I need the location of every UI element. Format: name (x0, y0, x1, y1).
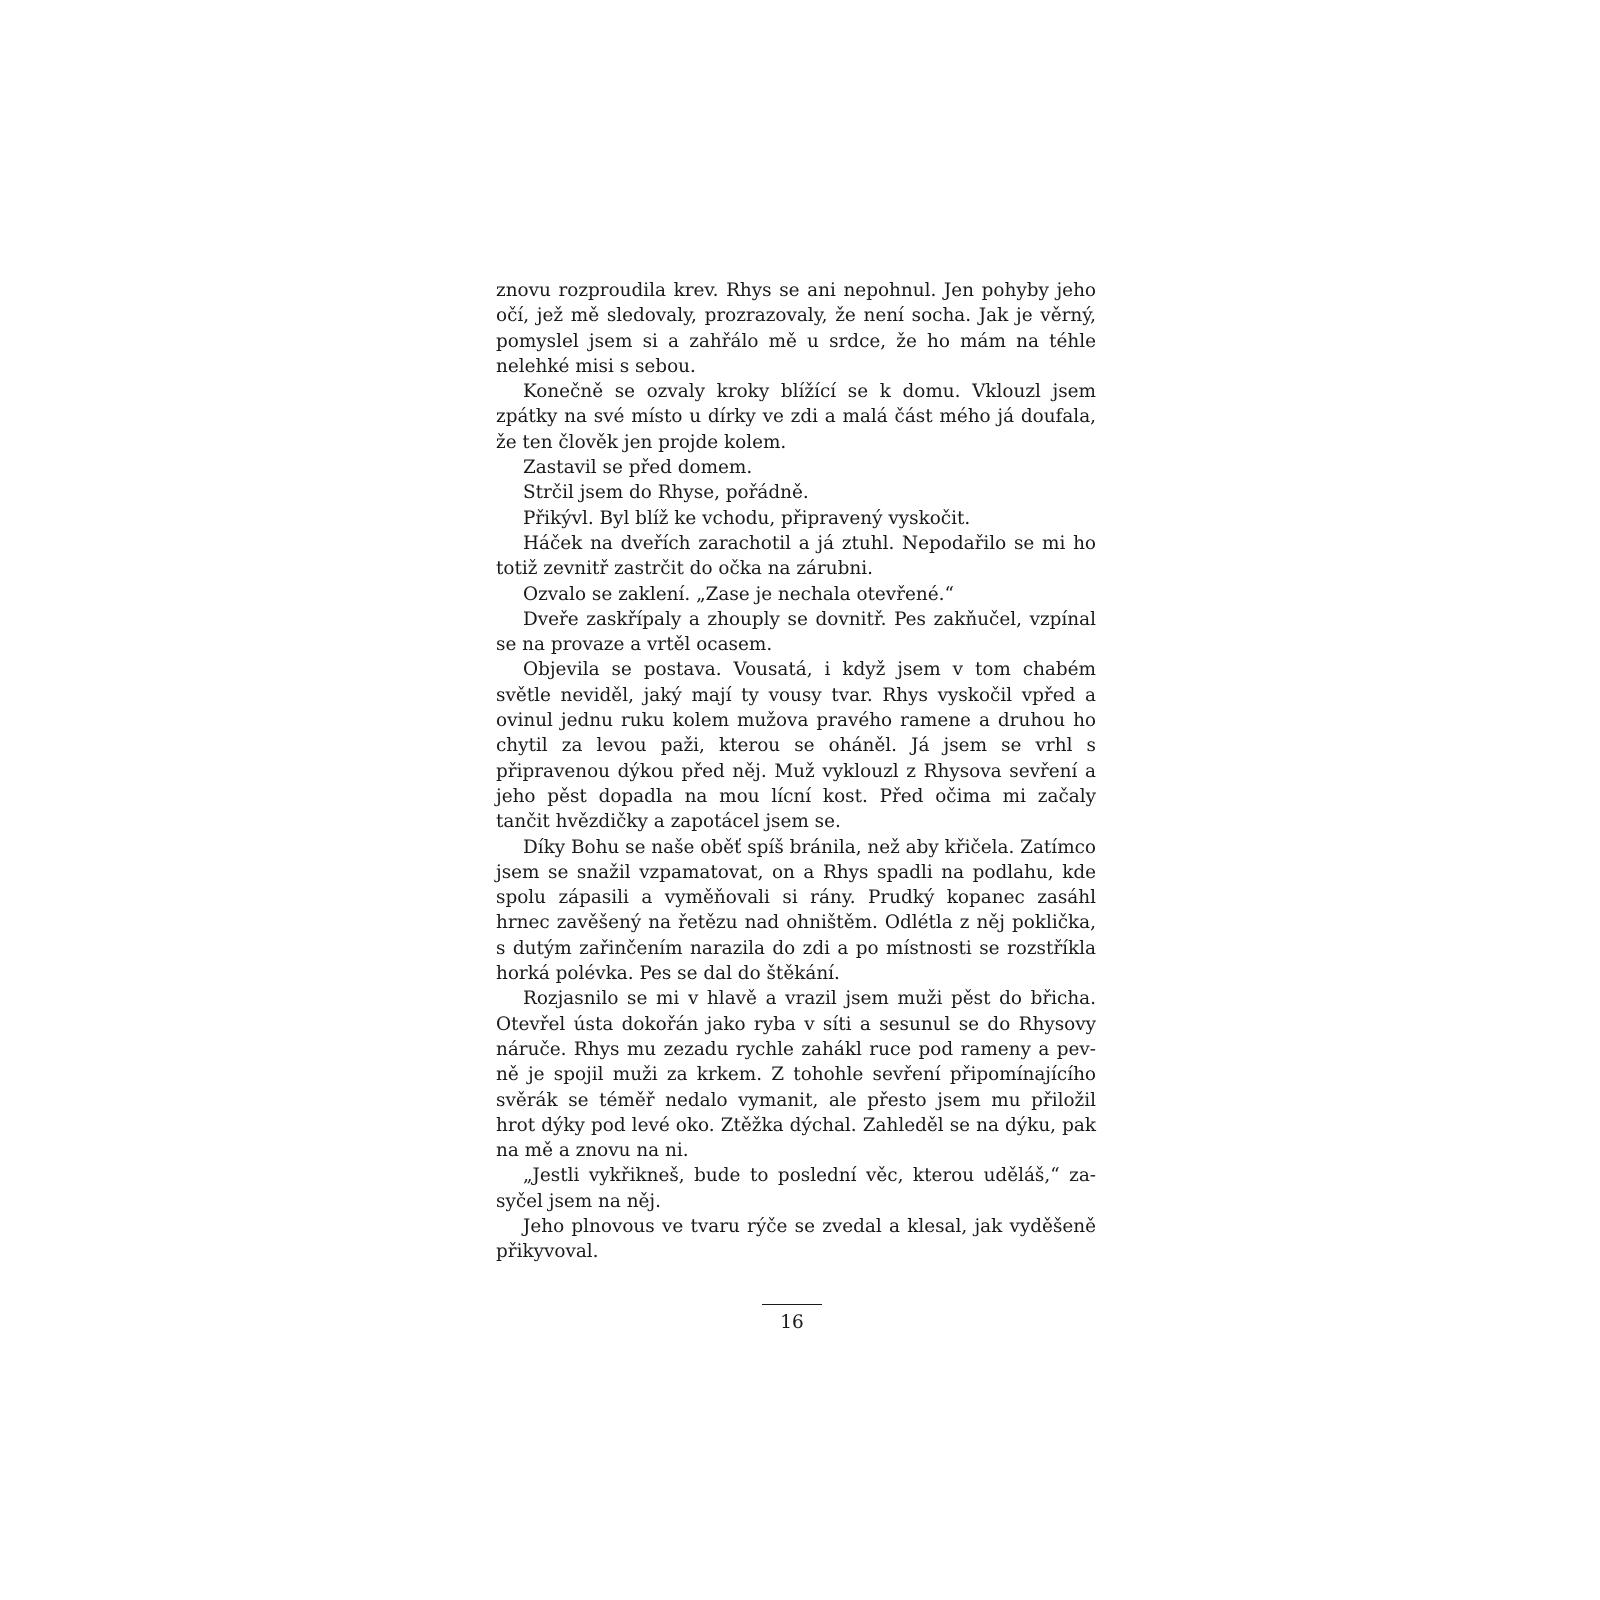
paragraph: Rozjasnilo se mi v hlavě a vrazil jsem muži pěst do břicha. Otevřel ústa dokořán jako ryba v síti a sesunul se do Rhysovy náruče. Rhys mu zezadu rychle zahákl ruce pod rameny a pevně je spojil muži za krkem. Z tohohle sevření připomínajícího svěrák se téměř nedalo vymanit, ale přesto jsem mu přiložil hrot dýky pod levé oko. Ztěžka dýchal. Zahleděl se na dýku, pak na mě a znovu na ni. (496, 988, 1096, 1162)
paragraph: Díky Bohu se naše oběť spíš bránila, než aby křičela. Zatímco jsem se snažil vzpamatovat, on a Rhys spadli na podlahu, kde spolu zápasili a vyměňovali si rány. Prudký kopanec zasáhl hrnec zavěšený na řetězu nad ohništěm. Odlétla z něj poklička, s dutým zařinčením narazila do zdi a po místnosti se rozstříkla horká polévka. Pes se dal do štěkání. (496, 836, 1097, 985)
paragraph: Strčil jsem do Rhyse, pořádně. (523, 482, 809, 504)
paragraph: Zastavil se před domem. (523, 457, 753, 479)
paragraph: Dveře zaskřípaly a zhouply se dovnitř. Pes zakňučel, vzpínal se na provaze a vrtěl ocasem. (496, 608, 1096, 656)
page-number: 16 (780, 1312, 804, 1333)
paragraph: Konečně se ozvaly kroky blížící se k domu. Vklouzl jsem zpátky na své místo u dírky ve zdi a malá část mého já doufala, že ten člověk jen projde kolem. (496, 381, 1096, 453)
paragraph: Jeho plnovous ve tvaru rýče se zvedal a klesal, jak vyděšeně přikyvoval. (496, 1215, 1096, 1263)
paragraph: Objevila se postava. Vousatá, i když jsem v tom chabém světle neviděl, jaký mají ty vousy tvar. Rhys vyskočil vpřed a ovinul jednu ruku kolem mužova pravého ramene a druhou ho chytil za levou paži, kterou se oháněl. Já jsem se vrhl s připravenou dýkou před něj. Muž vyklouzl z Rhysova sevření a jeho pěst dopadla na mou lícní kost. Před očima mi začaly tančit hvězdičky a zapotácel jsem se. (496, 659, 1096, 833)
paragraph: Přikývl. Byl blíž ke vchodu, připravený vyskočit. (523, 507, 971, 529)
body-text (496, 278, 1096, 1265)
paragraph: „Jestli vykřikneš, bude to poslední věc, kterou uděláš,“ zasyčel jsem na něj. (496, 1165, 1096, 1212)
folio-rule (762, 1304, 822, 1305)
paragraph: znovu rozproudila krev. Rhys se ani nepohnul. Jen pohyby jeho očí, jež mě sledovaly, prozrazovaly, že není socha. Jak je věrný, pomyslel jsem si a zahřálo mě u srdce, že ho mám na téhle nelehké misi s sebou. (496, 280, 1096, 377)
paragraph: Háček na dveřích zarachotil a já ztuhl. Nepodařilo se mi ho totiž zevnitř zastrčit do očka na zárubni. (496, 532, 1096, 580)
paragraph: Ozvalo se zaklení. „Zase je nechala otevřené.“ (523, 583, 954, 605)
